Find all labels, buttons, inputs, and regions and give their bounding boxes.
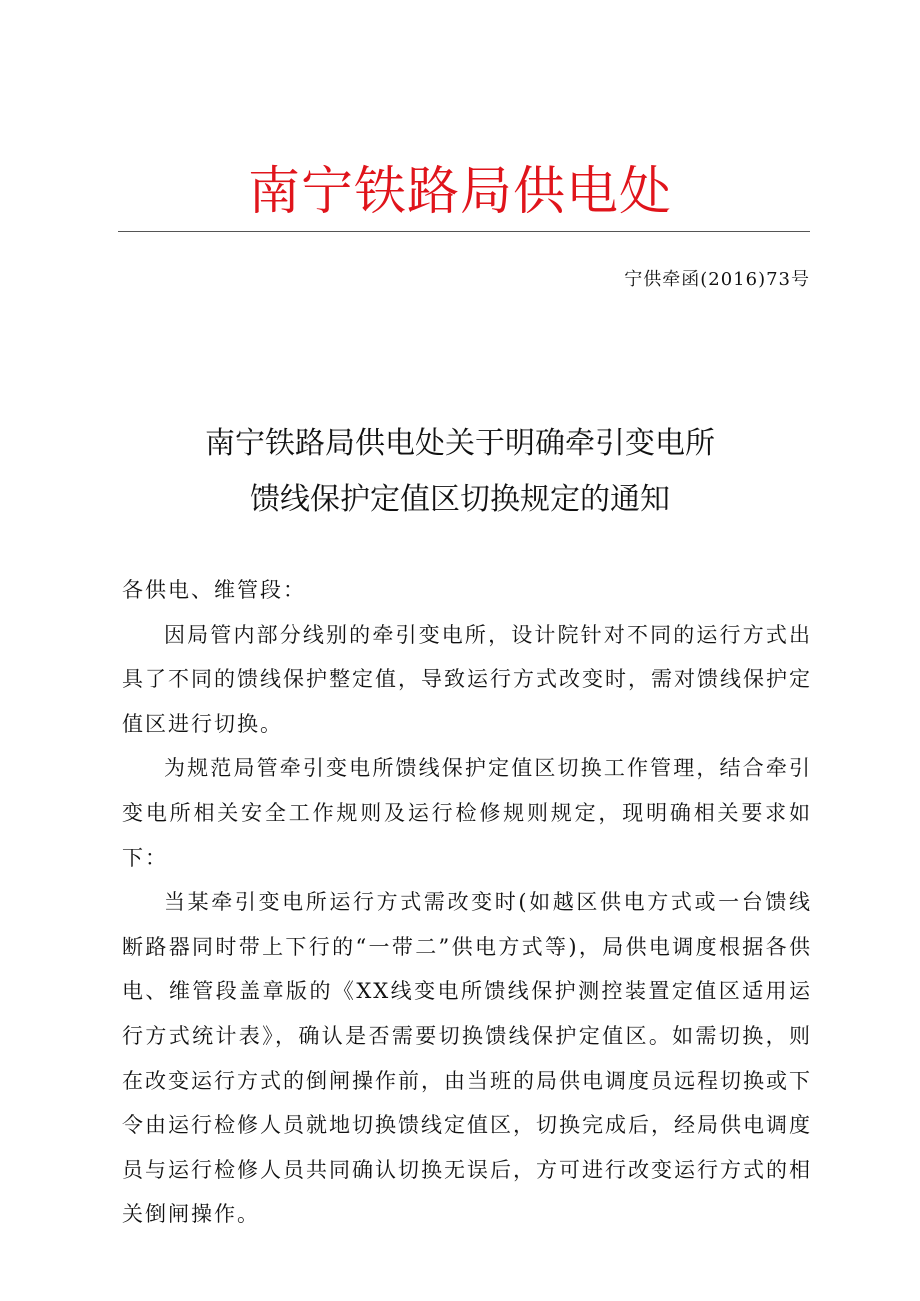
header-divider xyxy=(118,231,810,232)
body-paragraph-2: 为规范局管牵引变电所馈线保护定值区切换工作管理，结合牵引变电所相关安全工作规则及运行检修规则规定，现明确相关要求如下： xyxy=(122,756,812,870)
body-paragraph-1: 因局管内部分线别的牵引变电所，设计院针对不同的运行方式出具了不同的馈线保护整定值，导致运行方式改变时，需对馈线保护定值区进行切换。 xyxy=(122,622,812,736)
notice-body xyxy=(122,568,812,1237)
salutation: 各供电、维管段： xyxy=(122,578,306,602)
organization-header: 南宁铁路局供电处 xyxy=(247,162,672,222)
notice-title xyxy=(110,416,810,528)
notice-title-line-2: 馈线保护定值区切换规定的通知 xyxy=(250,482,670,517)
notice-title-line-1: 南宁铁路局供电处关于明确牵引变电所 xyxy=(205,426,715,461)
body-paragraph-3: 当某牵引变电所运行方式需改变时(如越区供电方式或一台馈线断路器同时带上下行的“一带二”供电方式等)，局供电调度根据各供电、维管段盖章版的《XX线变电所馈线保护测控装置定值区适用运行方式统计表》，确认是否需要切换馈线保护定值区。如需切换，则在改变运行方式的倒闸操作前，由当班的局供电调度员远程切换或下令由运行检修人员就地切换馈线定值区，切换完成后，经局供电调度员与运行检修人员共同确认切换无误后，方可进行改变运行方式的相关倒闸操作。 xyxy=(122,890,812,1227)
document-number: 宁供牵函(2016)73号 xyxy=(624,269,810,290)
